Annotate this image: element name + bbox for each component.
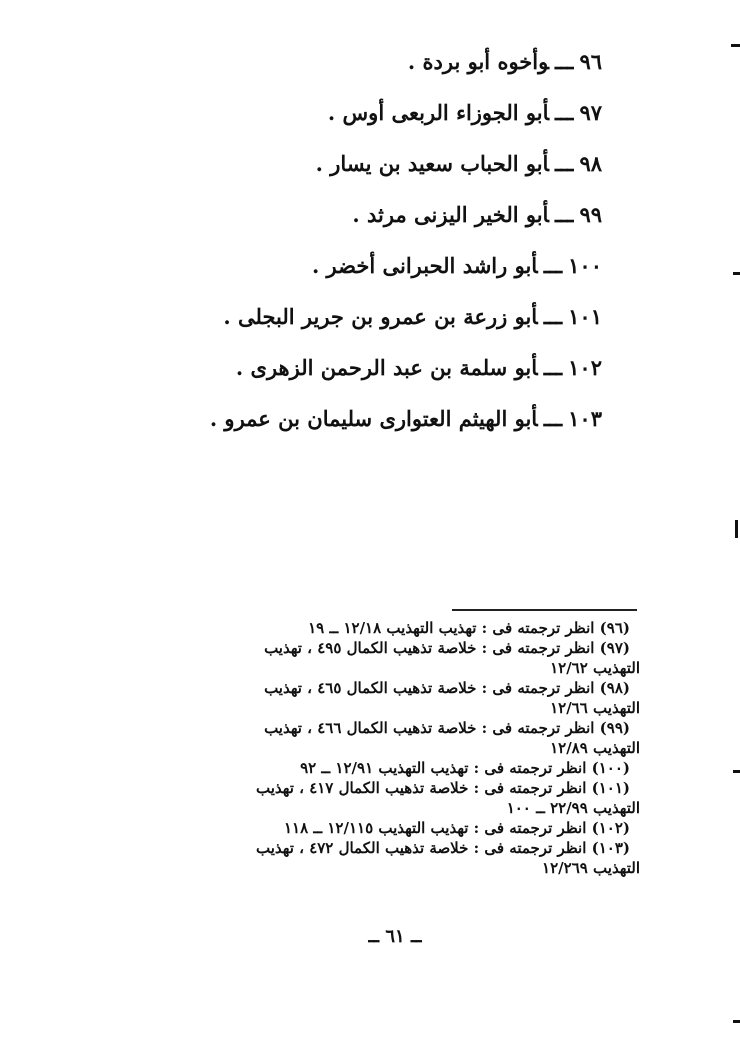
entry-text: أبو الهيثم العتوارى سليمان بن عمرو . [209,406,538,431]
entry-number: ٩٨ [579,151,602,176]
page-number: ــ ٦١ ــ [368,926,422,947]
entry-text: أبو راشد الحبرانى أخضر . [311,253,538,278]
footnote [128,618,640,638]
entry-dash: ـــ [543,406,563,431]
entry-number: ٩٧ [579,100,602,125]
entry-number: ١٠٣ [568,406,602,431]
entry-number: ١٠٢ [568,355,602,380]
footnote-text: (١٠١) انظر ترجمته فى : خلاصة تذهيب الكمال ٤١٧ ، تهذيب [256,779,630,797]
scan-edge-mark [733,1020,740,1023]
entry-dash: ـــ [554,202,574,227]
list-item [122,42,602,93]
entry-dash: ـــ [554,100,574,125]
footnote-continuation: التهذيب ١٢/٢٦٩ [542,859,640,877]
list-item [122,144,602,195]
list-item [122,246,602,297]
scan-edge-mark [733,770,740,773]
footnote [128,838,640,878]
list-item [122,93,602,144]
entry-dash: ـــ [554,49,574,74]
entry-number: ٩٩ [579,202,602,227]
narrator-list [122,42,602,450]
entry-text: أبو الجوزاء الربعى أوس . [327,100,549,125]
footnote-continuation: التهذيب ١٢/٦٦ [550,699,640,717]
footnote-text: (٩٨) انظر ترجمته فى : خلاصة تذهيب الكمال ٤٦٥ ، تهذيب [264,679,630,697]
footnote-text: (٩٩) انظر ترجمته فى : خلاصة تذهيب الكمال ٤٦٦ ، تهذيب [264,719,630,737]
entry-text: أبو الحباب سعيد بن يسار . [315,151,549,176]
scan-edge-mark [735,520,738,538]
footnote [128,678,640,718]
entry-number: ١٠١ [568,304,602,329]
footnote-continuation: التهذيب ١٢/٨٩ [550,739,640,757]
entry-dash: ـــ [543,253,563,278]
footnote-separator [452,609,637,611]
entry-text: أبو زرعة بن عمرو بن جرير البجلى . [223,304,538,329]
footnote-text: (١٠٢) انظر ترجمته فى : تهذيب التهذيب ١٢/١١٥ ــ ١١٨ [283,819,630,837]
entry-text: وأخوه أبو بردة . [407,49,549,74]
footnote [128,818,640,838]
footnote-text: (٩٧) انظر ترجمته فى : خلاصة تذهيب الكمال ٤٩٥ ، تهذيب [264,639,630,657]
list-item [122,195,602,246]
entry-number: ٩٦ [579,49,602,74]
scan-edge-mark [731,44,740,47]
footnote-text: (١٠٣) انظر ترجمته فى : خلاصة تذهيب الكمال ٤٧٢ ، تهذيب [256,839,630,857]
entry-text: أبو الخير اليزنى مرثد . [352,202,549,227]
footnote [128,718,640,758]
footnote [128,758,640,778]
footnote [128,778,640,818]
footnote-text: (١٠٠) انظر ترجمته فى : تهذيب التهذيب ١٢/٩١ ــ ٩٢ [300,759,630,777]
footnote-continuation: التهذيب ١٢/٦٢ [550,659,640,677]
entry-number: ١٠٠ [568,253,602,278]
footnote-text: (٩٦) انظر ترجمته فى : تهذيب التهذيب ١٢/١٨ ــ ١٩ [308,619,630,637]
entry-dash: ـــ [554,151,574,176]
entry-text: أبو سلمة بن عبد الرحمن الزهرى . [235,355,538,380]
scan-edge-mark [733,272,740,275]
footnote-continuation: التهذيب ٢٢/٩٩ ــ ١٠٠ [506,799,640,817]
entry-dash: ـــ [543,304,563,329]
footnotes [128,618,640,878]
entry-dash: ـــ [543,355,563,380]
footnote [128,638,640,678]
list-item [122,348,602,399]
list-item [122,297,602,348]
list-item [122,399,602,450]
